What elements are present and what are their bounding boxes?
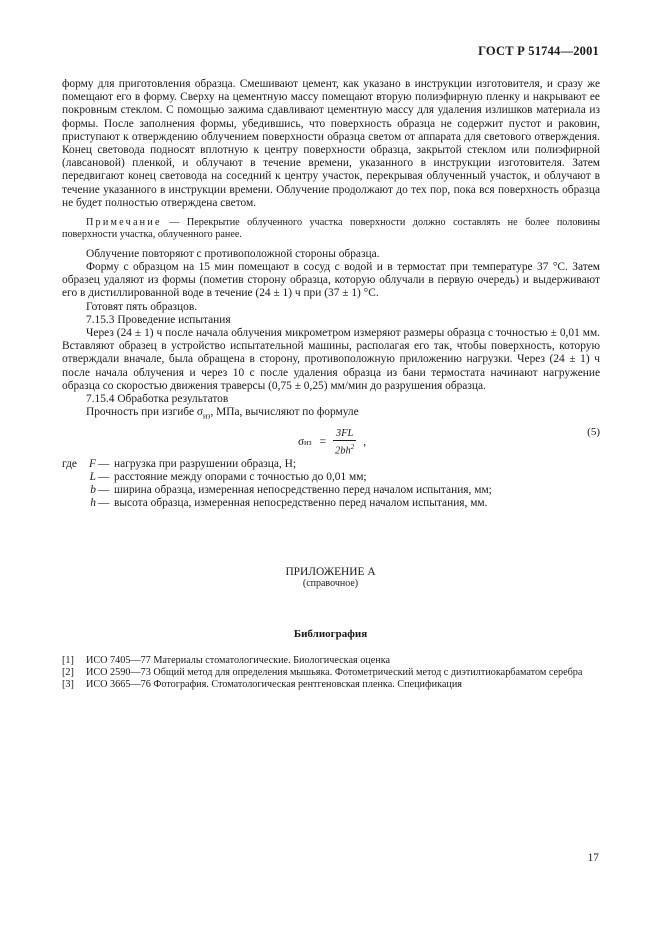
equation-number: (5)	[587, 425, 600, 438]
note	[62, 217, 600, 242]
paragraph-five-samples: Готовят пять образцов.	[86, 300, 198, 313]
appendix-heading	[0, 566, 661, 590]
appendix-title: ПРИЛОЖЕНИЕ А	[285, 566, 376, 578]
note-label: Примечание	[86, 217, 162, 229]
paragraph-testing: Через (24 ± 1) ч после начала облучения микрометром измеряют размеры образца с точностью ± 0,01 мм. Вставляют образец в устройство испытательной машины, располагая его так, чтобы поверхность, которую отверждали вначале, была обращена в сторону, противоположную приложению нагрузки. Через (24 ± 1) ч после начала облучения и через 10 с после удаления образца из бани термостата начинают нагружение образца со скоростью движения траверсы (0,75 ± 0,25) мм/мин до разрушения образца.	[62, 327, 600, 392]
formula-comma: ,	[363, 435, 367, 448]
definition-item: L — расстояние между опорами с точностью до 0,01 мм;	[89, 470, 367, 483]
formula-lhs: σ	[298, 435, 305, 448]
page-number: 17	[587, 852, 599, 864]
section-heading-testing: 7.15.3 Проведение испытания	[86, 313, 231, 326]
note-text: — Перекрытие облученного участка поверхности должно составлять не более половины поверхности участка, облученного ранее.	[62, 217, 600, 241]
strength-subscript: из	[203, 411, 211, 421]
appendix-subtitle: (справочное)	[302, 578, 359, 589]
bibliography-item: [2] ИСО 2590—73 Общий метод для определения мышьяка. Фотометрический метод с диэтилтиокарбаматом серебра	[62, 667, 583, 679]
paragraph-sample-preparation: форму для приготовления образца. Смешивают цемент, как указано в инструкции изготовителя, и сразу же помещают его в форму. Сверху на цементную массу помещают вторую полиэфирную пленку и накрывают ее покровным стеклом. С помощью зажима сдавливают цементную массу для удаления излишков материала из формы. После заполнения формы, убедившись, что поверхность образца не содержит пустот и раковин, приступают к отверждению облучением поверхности образца светом от аппарата для светового отверждения. Конец световода подносят вплотную к центру поверхности образца, закрытой стеклом или полиэфирной (лавсановой) пленкой, и облучают в течение времени, указанного в инструкции изготовителя. Затем передвигают конец световода на соседний к центру участок, перекрывая облученный участок, и облучают в течение указанного в инструкции времени. Облучение продолжают до тех пор, пока вся поверхность образца не будет полностью отверждена светом.	[62, 78, 600, 209]
formula-lhs-sub: из	[304, 437, 312, 447]
formula-numerator: 3FL	[333, 428, 357, 441]
paragraph-thermostat: Форму с образцом на 15 мин помещают в сосуд с водой и в термостат при температуре 37 °С. Затем образец удаляют из формы (пометив сторону образца, которую облучали в первую очередь) и выдерживают его в дистиллированной воде в течение (24 ± 1) ч при (37 ± 1) °С.	[62, 261, 600, 300]
formula-row	[62, 426, 600, 456]
section-heading-results: 7.15.4 Обработка результатов	[86, 393, 229, 406]
formula-denominator-base: 2bh	[335, 445, 351, 457]
formula-denominator	[332, 441, 357, 458]
bibliography-title: Библиография	[293, 628, 368, 640]
paragraph-strength	[62, 406, 600, 422]
bibliography-item: [1] ИСО 7405—77 Материалы стоматологические. Биологическая оценка	[62, 655, 391, 666]
definitions-list	[62, 458, 600, 511]
bibliography-list	[62, 655, 602, 692]
main-text	[62, 78, 600, 511]
paragraph-repeat: Облучение повторяют с противоположной стороны образца.	[86, 247, 380, 260]
strength-text-suffix: , МПа, вычисляют по формуле	[210, 406, 359, 419]
definition-item: h — высота образца, измеренная непосредственно перед началом испытания, мм.	[90, 497, 488, 510]
formula	[298, 428, 366, 458]
bibliography-item: [3] ИСО 3665—76 Фотография. Стоматологическая рентгеновская пленка. Спецификация	[62, 679, 462, 691]
definition-item: b — ширина образца, измеренная непосредственно перед началом испытания, мм;	[90, 484, 492, 497]
strength-text: Прочность при изгибе σ	[86, 406, 203, 419]
formula-denominator-sup: 2	[350, 442, 355, 451]
formula-fraction	[332, 428, 357, 458]
formula-equals: =	[319, 435, 327, 448]
definition-item: где F — нагрузка при разрушении образца, Н;	[62, 457, 296, 470]
standard-header: ГОСТ Р 51744—2001	[478, 44, 599, 58]
